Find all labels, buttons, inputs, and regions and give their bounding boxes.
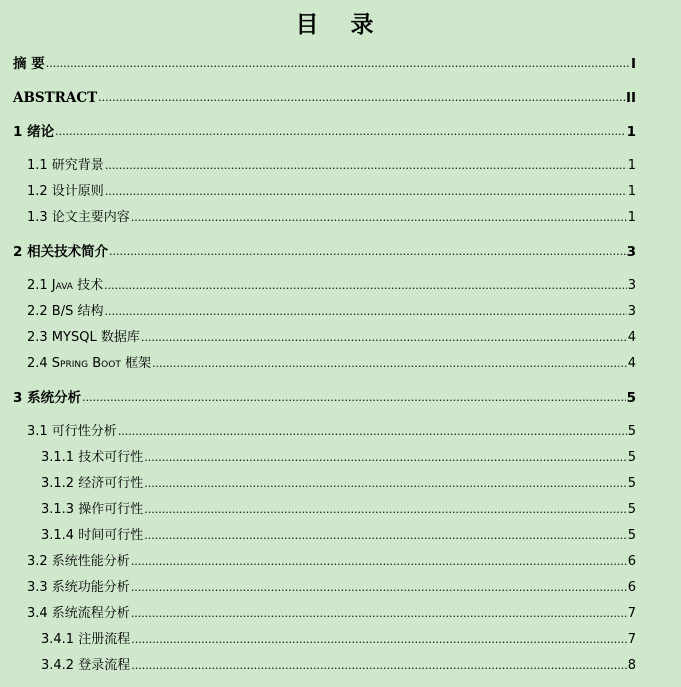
- toc-entry-label: 3.4.1 注册流程: [41, 632, 131, 647]
- toc-entry-2-1[interactable]: [0, 274, 636, 294]
- toc-entry-label: 1.2 设计原则: [27, 184, 104, 199]
- toc-entry-label: ABSTRACT: [13, 90, 98, 106]
- toc-entry-page: 1: [626, 124, 636, 140]
- toc-entry-label: 3.2 系统性能分析: [27, 554, 130, 569]
- toc-entry-3-1-3[interactable]: [0, 498, 636, 518]
- toc-entry-label: 2.2 B/S 结构: [27, 304, 104, 319]
- toc-entry-3-1-4[interactable]: [0, 524, 636, 544]
- dot-leader: [104, 278, 627, 294]
- toc-entry-label: 3.4 系统流程分析: [27, 606, 130, 621]
- dot-leader: [152, 356, 627, 372]
- dot-leader: [105, 304, 627, 320]
- toc-entry-3-2[interactable]: [0, 550, 636, 570]
- toc-entry-label: 2.3 MYSQL 数据库: [27, 330, 140, 345]
- dot-leader: [98, 90, 625, 106]
- dot-leader: [131, 554, 627, 570]
- dot-leader: [118, 424, 627, 440]
- toc-entry-page: 4: [627, 356, 636, 371]
- toc-entry-abstract-cn[interactable]: [0, 52, 636, 72]
- toc-entry-label: 摘 要: [13, 56, 45, 72]
- toc-entry-1-2[interactable]: [0, 180, 636, 200]
- toc-entry-3-4-1[interactable]: [0, 628, 636, 648]
- toc-entry-page: II: [625, 90, 636, 106]
- dot-leader: [105, 184, 627, 200]
- toc-entry-label: 1.3 论文主要内容: [27, 210, 130, 225]
- toc-entry-page: 6: [627, 580, 636, 595]
- page-title: 目 录: [295, 12, 386, 38]
- toc-entry-label: 3.1 可行性分析: [27, 424, 117, 439]
- dot-leader: [144, 476, 627, 492]
- toc-entry-chapter-1[interactable]: [0, 120, 636, 140]
- dot-leader: [141, 330, 627, 346]
- toc-entry-page: 5: [627, 528, 636, 543]
- toc-entry-label: 1 绪论: [13, 124, 55, 140]
- dot-leader: [109, 244, 626, 260]
- dot-leader: [144, 528, 627, 544]
- toc-entry-chapter-2[interactable]: [0, 240, 636, 260]
- toc-entry-page: 5: [627, 450, 636, 465]
- dot-leader: [131, 580, 627, 596]
- dot-leader: [46, 56, 630, 72]
- toc-entry-page: 1: [627, 158, 636, 173]
- toc-entry-chapter-3[interactable]: [0, 386, 636, 406]
- dot-leader: [131, 606, 627, 622]
- toc-entry-label: 2 相关技术简介: [13, 244, 109, 260]
- toc-entry-page: 1: [627, 210, 636, 225]
- toc-entry-label: 2.4 Spring Boot 框架: [27, 356, 151, 371]
- toc-entry-label: 3 系统分析: [13, 390, 82, 406]
- toc-entry-page: 1: [627, 184, 636, 199]
- toc-entry-3-3[interactable]: [0, 576, 636, 596]
- toc-entry-label: 3.4.2 登录流程: [41, 658, 131, 673]
- toc-entry-page: 5: [627, 502, 636, 517]
- dot-leader: [131, 658, 627, 674]
- dot-leader: [82, 390, 626, 406]
- toc-entry-label: 3.3 系统功能分析: [27, 580, 130, 595]
- toc-entry-1-1[interactable]: [0, 154, 636, 174]
- toc-entry-page: 5: [627, 476, 636, 491]
- toc-entry-label: 3.1.2 经济可行性: [41, 476, 144, 491]
- dot-leader: [105, 158, 627, 174]
- toc-entry-page: 4: [627, 330, 636, 345]
- toc-entry-label: 3.1.4 时间可行性: [41, 528, 144, 543]
- toc-entry-page: 3: [626, 244, 636, 260]
- toc-entry-page: 3: [627, 278, 636, 293]
- toc-entry-3-1-1[interactable]: [0, 446, 636, 466]
- toc-entry-page: 7: [627, 632, 636, 647]
- toc-entry-3-4-2[interactable]: [0, 654, 636, 674]
- toc-entry-label: 2.1 Java 技术: [27, 278, 104, 293]
- toc-entry-2-4[interactable]: [0, 352, 636, 372]
- dot-leader: [131, 632, 627, 648]
- toc-entry-label: 3.1.3 操作可行性: [41, 502, 144, 517]
- toc-entry-1-3[interactable]: [0, 206, 636, 226]
- toc-entry-2-2[interactable]: [0, 300, 636, 320]
- toc-entry-page: 5: [626, 390, 636, 406]
- toc-entry-page: 6: [627, 554, 636, 569]
- toc-entry-page: I: [630, 56, 636, 72]
- toc-entry-3-1[interactable]: [0, 420, 636, 440]
- toc-entry-page: 3: [627, 304, 636, 319]
- dot-leader: [55, 124, 626, 140]
- toc-entry-label: 1.1 研究背景: [27, 158, 104, 173]
- toc-entry-page: 8: [627, 658, 636, 673]
- toc-entry-abstract-en[interactable]: [0, 86, 636, 106]
- toc-entry-page: 7: [627, 606, 636, 621]
- toc-entry-3-1-2[interactable]: [0, 472, 636, 492]
- toc-entry-page: 5: [627, 424, 636, 439]
- dot-leader: [144, 450, 627, 466]
- toc-entry-label: 3.1.1 技术可行性: [41, 450, 144, 465]
- dot-leader: [144, 502, 627, 518]
- toc-entry-2-3[interactable]: [0, 326, 636, 346]
- dot-leader: [131, 210, 627, 226]
- toc-entry-3-4[interactable]: [0, 602, 636, 622]
